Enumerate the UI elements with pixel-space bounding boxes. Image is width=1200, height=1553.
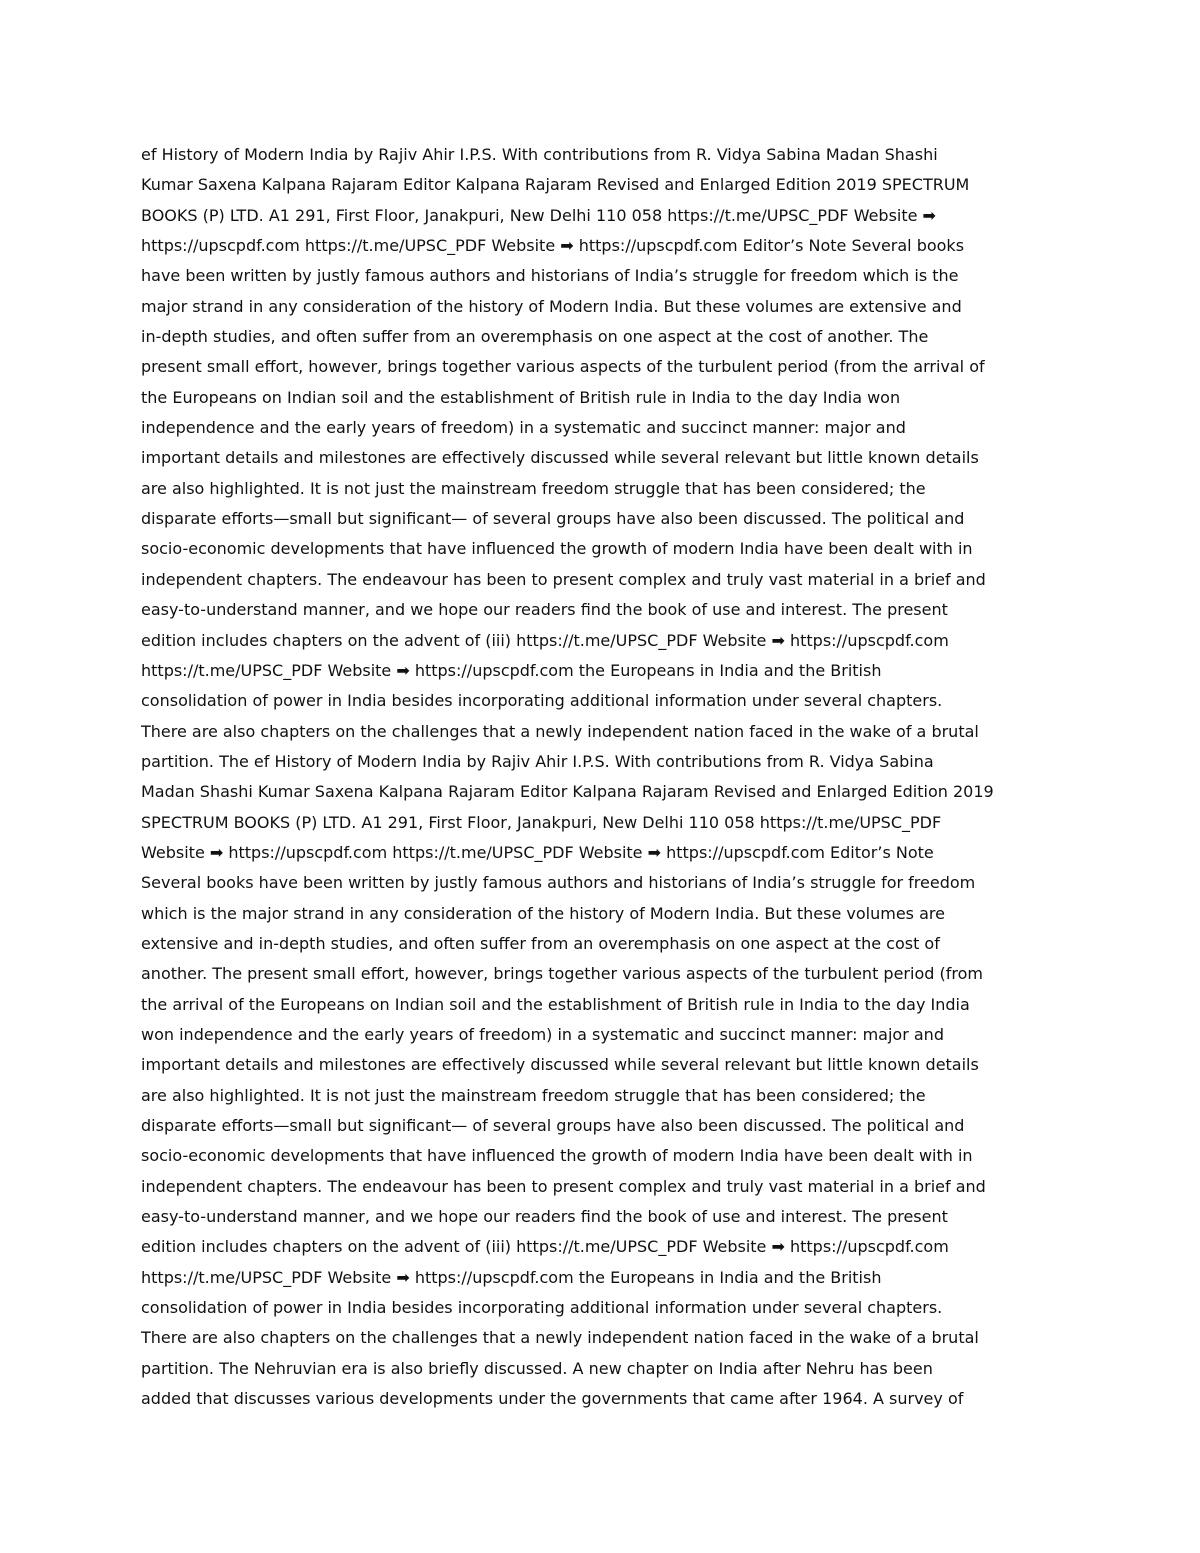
text-line: which is the major strand in any consideration of the history of Modern India. But these volumes are — [141, 903, 945, 923]
text-line: There are also chapters on the challenges that a newly independent nation faced in the wake of a brutal — [141, 1328, 979, 1348]
text-line: socio-economic developments that have influenced the growth of modern India have been dealt with in — [141, 1146, 973, 1166]
text-line: major strand in any consideration of the history of Modern India. But these volumes are extensive and — [141, 296, 962, 316]
text-line: https://upscpdf.com https://t.me/UPSC_PDF Website ➡ https://upscpdf.com Editor’s Note Several books — [141, 236, 965, 256]
text-line: edition includes chapters on the advent of (iii) https://t.me/UPSC_PDF Website ➡ https://upscpdf.com — [141, 1237, 949, 1257]
text-line: partition. The ef History of Modern India by Rajiv Ahir I.P.S. With contributions from R. Vidya Sabina — [141, 751, 934, 771]
text-line: won independence and the early years of freedom) in a systematic and succinct manner: major and — [141, 1024, 944, 1044]
body-text — [141, 140, 1061, 1414]
text-line: important details and milestones are effectively discussed while several relevant but little known details — [141, 448, 979, 468]
text-line: consolidation of power in India besides incorporating additional information under several chapters. — [141, 1298, 943, 1318]
text-line: easy-to-understand manner, and we hope our readers find the book of use and interest. The present — [141, 600, 948, 620]
text-line: important details and milestones are effectively discussed while several relevant but little known details — [141, 1055, 979, 1075]
text-line: in-depth studies, and often suffer from an overemphasis on one aspect at the cost of another. The — [141, 327, 929, 347]
text-line: easy-to-understand manner, and we hope our readers find the book of use and interest. The present — [141, 1207, 948, 1227]
text-line: present small effort, however, brings together various aspects of the turbulent period (from the arrival of — [141, 357, 985, 377]
text-line: the Europeans on Indian soil and the establishment of British rule in India to the day India won — [141, 387, 901, 407]
text-line: ef History of Modern India by Rajiv Ahir I.P.S. With contributions from R. Vidya Sabina Madan Shashi — [141, 145, 938, 164]
text-line: added that discusses various developments under the governments that came after 1964. A survey of — [141, 1389, 964, 1409]
text-line: have been written by justly famous authors and historians of India’s struggle for freedom which is the — [141, 266, 959, 286]
text-line: are also highlighted. It is not just the mainstream freedom struggle that has been considered; the — [141, 478, 926, 498]
text-line: consolidation of power in India besides incorporating additional information under several chapters. — [141, 691, 943, 711]
text-line: There are also chapters on the challenges that a newly independent nation faced in the wake of a brutal — [141, 721, 979, 741]
text-line: another. The present small effort, however, brings together various aspects of the turbulent period (from — [141, 964, 983, 984]
text-line: https://t.me/UPSC_PDF Website ➡ https://upscpdf.com the Europeans in India and the British — [141, 1267, 882, 1287]
text-line: Several books have been written by justly famous authors and historians of India’s struggle for freedom — [141, 873, 976, 893]
text-line: BOOKS (P) LTD. A1 291, First Floor, Janakpuri, New Delhi 110 058 https://t.me/UPSC_PDF Website ➡ — [141, 205, 936, 225]
text-line: https://t.me/UPSC_PDF Website ➡ https://upscpdf.com the Europeans in India and the British — [141, 660, 882, 680]
text-line: partition. The Nehruvian era is also briefly discussed. A new chapter on India after Nehru has been — [141, 1358, 933, 1378]
text-line: SPECTRUM BOOKS (P) LTD. A1 291, First Floor, Janakpuri, New Delhi 110 058 https://t.me/UPSC_PDF — [141, 812, 942, 832]
text-line: socio-economic developments that have influenced the growth of modern India have been dealt with in — [141, 539, 973, 559]
text-line: are also highlighted. It is not just the mainstream freedom struggle that has been considered; the — [141, 1085, 926, 1105]
text-line: independent chapters. The endeavour has been to present complex and truly vast material in a brief and — [141, 1176, 986, 1196]
text-line: edition includes chapters on the advent of (iii) https://t.me/UPSC_PDF Website ➡ https://upscpdf.com — [141, 630, 949, 650]
text-line: independent chapters. The endeavour has been to present complex and truly vast material in a brief and — [141, 569, 986, 589]
text-line: Kumar Saxena Kalpana Rajaram Editor Kalpana Rajaram Revised and Enlarged Edition 2019 SPECTRUM — [141, 175, 970, 195]
text-line: disparate efforts—small but significant— of several groups have also been discussed. The political and — [141, 509, 965, 529]
text-line: Website ➡ https://upscpdf.com https://t.me/UPSC_PDF Website ➡ https://upscpdf.com Editor’s Note — [141, 842, 934, 862]
text-line: Madan Shashi Kumar Saxena Kalpana Rajaram Editor Kalpana Rajaram Revised and Enlarged Edition 2019 — [141, 782, 994, 802]
text-line: extensive and in-depth studies, and often suffer from an overemphasis on one aspect at the cost of — [141, 933, 940, 953]
text-line: independence and the early years of freedom) in a systematic and succinct manner: major and — [141, 418, 906, 438]
text-line: the arrival of the Europeans on Indian soil and the establishment of British rule in India to the day India — [141, 994, 970, 1014]
text-line: disparate efforts—small but significant— of several groups have also been discussed. The political and — [141, 1116, 965, 1135]
